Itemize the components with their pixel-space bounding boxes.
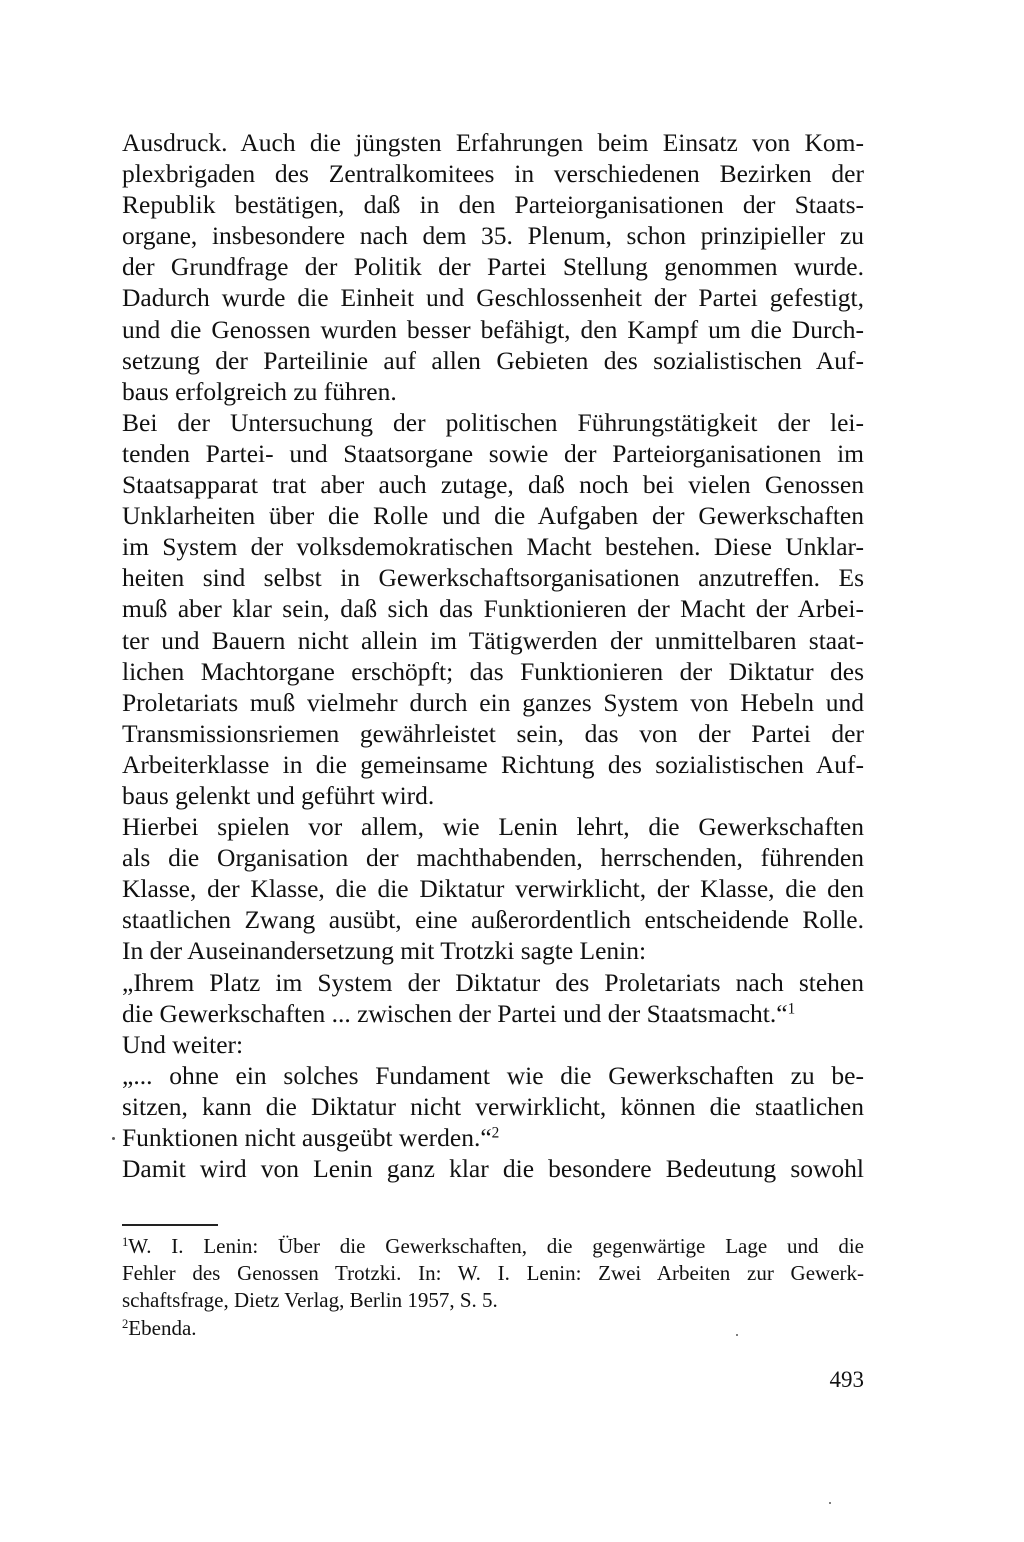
print-speck <box>112 1137 115 1140</box>
text-line: baus erfolgreich zu führen. <box>122 376 397 406</box>
text-line: plexbrigaden des Zentralkomitees in verschiedenen Bezirken der <box>122 159 864 189</box>
footnote-line: schaftsfrage, Dietz Verlag, Berlin 1957, S. 5. <box>122 1288 498 1313</box>
footnote-marker: 1 <box>787 1000 796 1018</box>
text-line: muß aber klar sein, daß sich das Funktionieren der Macht der Arbei- <box>122 594 864 624</box>
text-line: Republik bestätigen, daß in den Parteiorganisationen der Staats- <box>122 190 864 220</box>
text-line: als die Organisation der machthabenden, herrschenden, führenden <box>122 843 864 873</box>
text-line: Transmissionsriemen gewährleistet sein, das von der Partei der <box>122 718 864 748</box>
text-line: Proletariats muß vielmehr durch ein ganzes System von Hebeln und <box>122 687 864 717</box>
footnote-marker: 2 <box>491 1124 500 1142</box>
text-line: heiten sind selbst in Gewerkschaftsorganisationen anzutreffen. Es <box>122 563 864 593</box>
quote-line: Funktionen nicht ausgeübt werden.“$^2$ <box>122 1123 500 1152</box>
text-line: In der Auseinandersetzung mit Trotzki sagte Lenin: <box>122 936 647 966</box>
footnote-separator <box>122 1224 218 1226</box>
footnote-number: 1 <box>122 1235 129 1250</box>
text-line: der Grundfrage der Politik der Partei Stellung genommen wurde. <box>122 252 864 282</box>
text-line: Staatsapparat trat aber auch zutage, daß noch bei vielen Genossen <box>122 470 864 500</box>
footnotes <box>122 1233 864 1342</box>
text-line: organe, insbesondere nach dem 35. Plenum, schon prinzipieller zu <box>122 221 864 251</box>
text-line: staatlichen Zwang ausübt, eine außerordentlich entscheidende Rolle. <box>122 905 864 935</box>
page-number: 493 <box>829 1367 864 1392</box>
text-line: Unklarheiten über die Rolle und die Aufgaben der Gewerkschaften <box>122 501 864 531</box>
print-speck <box>736 1334 738 1336</box>
text-line: setzung der Parteilinie auf allen Gebieten des sozialistischen Auf- <box>122 345 864 375</box>
text-line: ter und Bauern nicht allein im Tätigwerden der unmittelbaren staat- <box>122 625 864 655</box>
text-line: baus gelenkt und geführt wird. <box>122 780 435 810</box>
text-line: Und weiter: <box>122 1029 244 1059</box>
footnote-line: $^2$Ebenda. <box>122 1315 197 1340</box>
text-line: Arbeiterklasse in die gemeinsame Richtung des sozialistischen Auf- <box>122 749 864 779</box>
footnote-line: Fehler des Genossen Trotzki. In: W. I. Lenin: Zwei Arbeiten zur Gewerk- <box>122 1261 864 1286</box>
text-line: lichen Machtorgane erschöpft; das Funktionieren der Diktatur des <box>122 656 864 686</box>
print-speck <box>829 1502 831 1504</box>
body-text <box>122 127 864 1184</box>
text-line: Damit wird von Lenin ganz klar die besondere Bedeutung sowohl <box>122 1154 864 1184</box>
footnote-line: $^1$W. I. Lenin: Über die Gewerkschaften, die gegenwärtige Lage und die <box>122 1234 864 1258</box>
quote-line: die Gewerkschaften ... zwischen der Partei und der Staatsmacht.“$^1$ <box>122 998 796 1028</box>
text-line: tenden Partei- und Staatsorgane sowie der Parteiorganisationen im <box>122 438 864 468</box>
quote-line: sitzen, kann die Diktatur nicht verwirklicht, können die staatlichen <box>122 1091 864 1121</box>
quote-line: „Ihrem Platz im System der Diktatur des Proletariats nach stehen <box>122 967 864 997</box>
text-line: und die Genossen wurden besser befähigt, den Kampf um die Durch- <box>122 314 864 344</box>
footnote-number: 2 <box>122 1316 129 1331</box>
text-line: Hierbei spielen vor allem, wie Lenin lehrt, die Gewerkschaften <box>122 812 864 842</box>
quote-line: „... ohne ein solches Fundament wie die Gewerkschaften zu be- <box>122 1060 864 1090</box>
text-line: Bei der Untersuchung der politischen Führungstätigkeit der lei- <box>122 407 864 437</box>
text-line: Dadurch wurde die Einheit und Geschlossenheit der Partei gefestigt, <box>122 283 864 313</box>
text-line: im System der volksdemokratischen Macht bestehen. Diese Unklar- <box>122 532 864 562</box>
text-line: Ausdruck. Auch die jüngsten Erfahrungen beim Einsatz von Kom- <box>122 128 864 157</box>
text-line: Klasse, der Klasse, die die Diktatur verwirklicht, der Klasse, die den <box>122 874 864 904</box>
